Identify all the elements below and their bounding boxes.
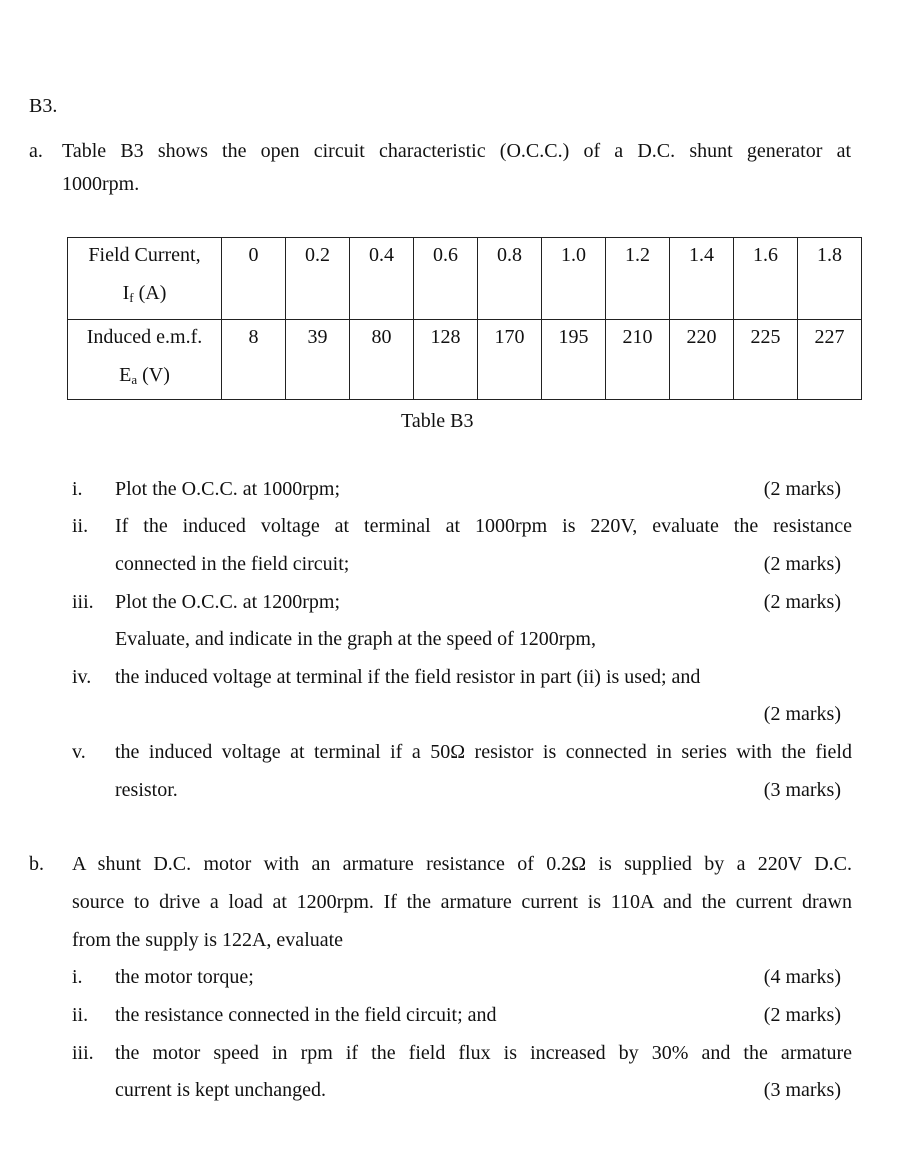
induced-emf-cell: 195 — [542, 320, 606, 400]
question-a-v-marks: (3 marks) — [763, 779, 841, 801]
field-current-cell: 0 — [222, 238, 286, 320]
field-current-symbol: $I_f$ (A) — [122, 282, 167, 305]
field-current-cell: 1.8 — [798, 238, 862, 320]
induced-emf-symbol: $E_a$ (V) — [119, 364, 170, 387]
question-b-ii-text: the resistance connected in the field circuit; and — [115, 1004, 497, 1026]
field-current-label: Field Current, — [88, 244, 201, 266]
induced-emf-cell: 39 — [286, 320, 350, 400]
question-b-iii-text-line2: current is kept unchanged. — [115, 1079, 327, 1101]
induced-emf-cell: 210 — [606, 320, 670, 400]
part-b-intro-line2: source to drive a load at 1200rpm. If the armature current is 110A and the current drawn — [72, 891, 852, 913]
question-b-i-marks: (4 marks) — [763, 966, 841, 988]
field-current-cell: 0.2 — [286, 238, 350, 320]
evaluate-lead-text: Evaluate, and indicate in the graph at the speed of 1200rpm, — [115, 628, 596, 650]
question-b-iii-number: iii. — [72, 1042, 94, 1064]
table-row-field-current — [68, 238, 862, 320]
question-b-i-text: the motor torque; — [115, 966, 254, 988]
part-b-intro-line1: A shunt D.C. motor with an armature resistance of 0.2Ω is supplied by a 220V D.C. — [72, 853, 852, 875]
induced-emf-cell: 80 — [350, 320, 414, 400]
question-a-v-text-line1: the induced voltage at terminal if a 50Ω resistor is connected in series with the field — [115, 741, 852, 763]
question-b-iii-text-line1: the motor speed in rpm if the field flux is increased by 30% and the armature — [115, 1042, 852, 1064]
question-a-iii-marks: (2 marks) — [763, 591, 841, 613]
part-a-intro-line2: 1000rpm. — [62, 173, 140, 195]
question-a-i-marks: (2 marks) — [763, 478, 841, 500]
part-b-intro-line3: from the supply is 122A, evaluate — [72, 929, 344, 951]
field-current-cell: 1.4 — [670, 238, 734, 320]
question-a-iv-number: iv. — [72, 666, 92, 688]
induced-emf-label: Induced e.m.f. — [86, 326, 203, 348]
field-current-cell: 0.6 — [414, 238, 478, 320]
induced-emf-cell: 8 — [222, 320, 286, 400]
question-a-i-number: i. — [72, 478, 83, 500]
induced-emf-cell: 170 — [478, 320, 542, 400]
question-a-ii-text-line1: If the induced voltage at terminal at 1000rpm is 220V, evaluate the resistance — [115, 515, 852, 537]
field-current-cell: 0.8 — [478, 238, 542, 320]
field-current-cell: 1.6 — [734, 238, 798, 320]
question-b-i-number: i. — [72, 966, 83, 988]
field-current-cell: 1.2 — [606, 238, 670, 320]
occ-table — [67, 237, 862, 400]
field-current-cell: 1.0 — [542, 238, 606, 320]
question-a-ii-number: ii. — [72, 515, 89, 537]
question-a-iv-marks: (2 marks) — [763, 703, 841, 725]
question-a-iii-number: iii. — [72, 591, 94, 613]
question-a-iv-text: the induced voltage at terminal if the field resistor in part (ii) is used; and — [115, 666, 701, 688]
table-caption: Table B3 — [401, 410, 474, 432]
question-a-iii-text: Plot the O.C.C. at 1200rpm; — [115, 591, 340, 613]
question-a-i-text: Plot the O.C.C. at 1000rpm; — [115, 478, 340, 500]
question-b-ii-marks: (2 marks) — [763, 1004, 841, 1026]
question-a-ii-marks: (2 marks) — [763, 553, 841, 575]
field-current-header — [68, 238, 222, 320]
table-row-induced-emf — [68, 320, 862, 400]
part-a-label: a. — [29, 140, 43, 162]
question-a-v-text-line2: resistor. — [115, 779, 178, 801]
induced-emf-cell: 128 — [414, 320, 478, 400]
section-heading: B3. — [29, 95, 58, 117]
part-b-label: b. — [29, 853, 44, 875]
induced-emf-cell: 220 — [670, 320, 734, 400]
question-b-ii-number: ii. — [72, 1004, 89, 1026]
question-b-iii-marks: (3 marks) — [763, 1079, 841, 1101]
induced-emf-header — [68, 320, 222, 400]
induced-emf-cell: 225 — [734, 320, 798, 400]
question-a-ii-text-line2: connected in the field circuit; — [115, 553, 350, 575]
induced-emf-cell: 227 — [798, 320, 862, 400]
field-current-cell: 0.4 — [350, 238, 414, 320]
part-a-intro-line1: Table B3 shows the open circuit characteristic (O.C.C.) of a D.C. shunt generator at — [62, 140, 851, 162]
question-a-v-number: v. — [72, 741, 86, 763]
